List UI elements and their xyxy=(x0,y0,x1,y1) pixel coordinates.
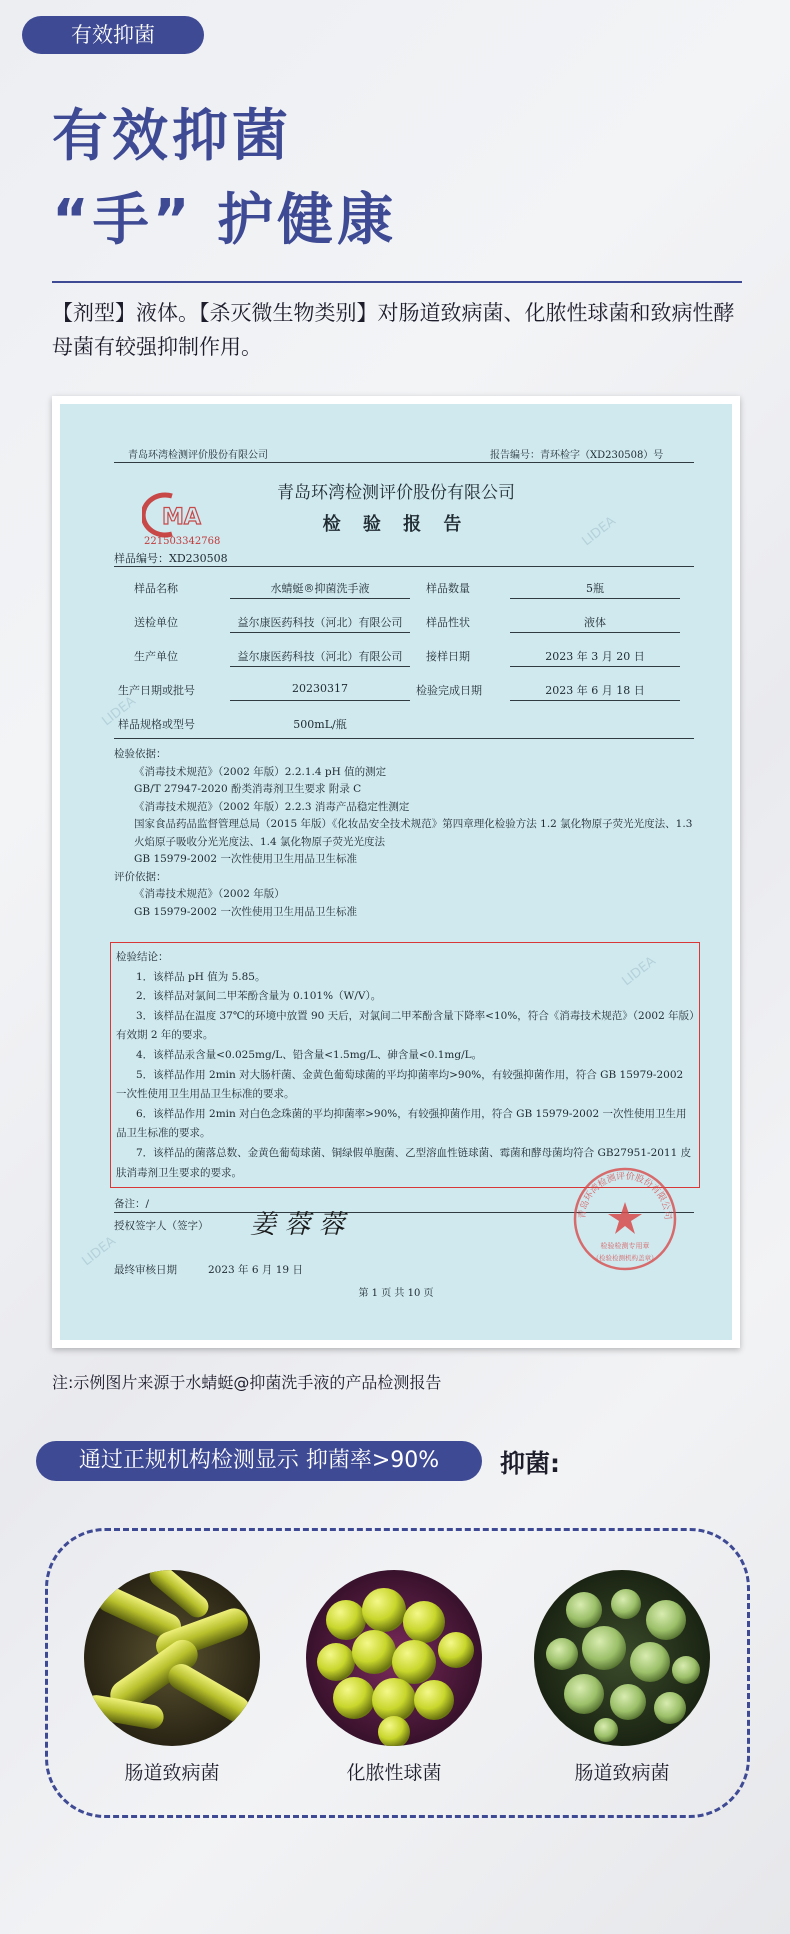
report-number: 报告编号：青环检字（XD230508）号 xyxy=(490,450,664,461)
field-underline xyxy=(510,700,680,701)
bacteria-image xyxy=(534,1570,710,1746)
cocci-bacteria-icon xyxy=(306,1570,482,1746)
page-number: 第 1 页 共 10 页 xyxy=(358,1288,434,1299)
basis-line: GB 15979-2002 一次性使用卫生用品卫生标准 xyxy=(134,905,357,918)
cma-number: 221503342768 xyxy=(144,536,221,547)
inspection-report-image xyxy=(52,396,740,1348)
field-underline xyxy=(510,632,680,633)
watermark: LIDEA xyxy=(579,513,619,550)
report-title: 检 验 报 告 xyxy=(322,514,470,535)
bacteria-label: 肠道致病菌 xyxy=(124,1762,220,1784)
conclusion-title: 检验结论： xyxy=(116,951,169,963)
result-pill: 通过正规机构检测显示 抑菌率>90% xyxy=(36,1441,482,1481)
watermark: LIDEA xyxy=(99,693,139,730)
svg-text:（检验检测机构盖章）: （检验检测机构盖章） xyxy=(592,1254,658,1262)
official-stamp-icon xyxy=(570,1164,680,1274)
cma-mark-icon xyxy=(142,490,224,540)
conclusion-item: 7．该样品的菌落总数、金黄色葡萄球菌、铜绿假单胞菌、乙型溶血性链球菌、霉菌和酵母菌均符合 GB27951-2011 皮肤消毒剂卫生要求的要求。 xyxy=(116,1146,692,1179)
conclusion-section xyxy=(116,948,696,1183)
field-label: 接样日期 xyxy=(426,650,470,663)
field-underline xyxy=(510,598,680,599)
basis-line: 国家食品药品监督管理总局（2015 年版）《化妆品安全技术规范》第四章理化检验方法 1.2 氯化物原子荧光光度法、1.3 火焰原子吸收分光光度法、1.4 氯化物原子荧光光度法 xyxy=(134,818,693,848)
basis-line: 评价依据： xyxy=(114,870,167,883)
svg-text:检验检测专用章: 检验检测专用章 xyxy=(600,1242,650,1250)
headline-line2: “手” 护健康 xyxy=(52,188,398,253)
divider xyxy=(52,281,742,283)
field-value: 水蜻蜓®抑菌洗手液 xyxy=(270,582,370,595)
bacteria-label: 肠道致病菌 xyxy=(574,1762,670,1784)
yeast-bacteria-icon xyxy=(534,1570,710,1746)
field-label: 送检单位 xyxy=(134,616,178,629)
field-label: 检验完成日期 xyxy=(416,684,482,697)
bacteria-image xyxy=(306,1570,482,1746)
section-tag: 有效抑菌 xyxy=(22,16,204,54)
conclusion-item: 3．该样品在温度 37℃的环境中放置 90 天后，对氯间二甲苯酚含量下降率<10%，符合《消毒技术规范》（2002 年版）有效期 2 年的要求。 xyxy=(116,1009,695,1042)
report-org: 青岛环湾检测评价股份有限公司 xyxy=(277,483,515,503)
field-label: 样品数量 xyxy=(426,582,470,595)
conclusion-item: 5．该样品作用 2min 对大肠杆菌、金黄色葡萄球菌的平均抑菌率均>90%，有较强抑菌作用，符合 GB 15979-2002 一次性使用卫生用品卫生标准的要求。 xyxy=(116,1068,684,1101)
field-label: 样品规格或型号 xyxy=(118,718,195,731)
field-value: 20230317 xyxy=(292,682,348,695)
field-value: 5瓶 xyxy=(586,582,604,595)
final-date: 2023 年 6 月 19 日 xyxy=(208,1264,303,1276)
field-value: 益尔康医药科技（河北）有限公司 xyxy=(237,650,403,663)
field-underline xyxy=(230,666,410,667)
table-rule xyxy=(114,566,694,567)
remark: 备注：/ xyxy=(114,1198,150,1210)
basis-line: 《消毒技术规范》（2002 年版） xyxy=(134,888,285,900)
field-label: 生产单位 xyxy=(134,650,178,663)
source-note: 注:示例图片来源于水蜻蜓@抑菌洗手液的产品检测报告 xyxy=(52,1373,442,1392)
conclusion-item: 2．该样品对氯间二甲苯酚含量为 0.101%（W/V）。 xyxy=(136,990,382,1003)
table-rule xyxy=(114,738,694,739)
rod-bacteria-icon xyxy=(84,1570,260,1746)
signer-label: 授权签字人（签字） xyxy=(114,1220,209,1232)
watermark: LIDEA xyxy=(619,953,659,990)
field-value: 500mL/瓶 xyxy=(293,718,347,731)
final-date-label: 最终审核日期 xyxy=(114,1264,177,1276)
basis-section xyxy=(114,746,694,921)
field-value: 液体 xyxy=(584,616,606,629)
headline-line1: 有效抑菌 xyxy=(52,104,292,169)
signature: 姜 蓉 蓉 xyxy=(250,1210,345,1240)
bacteria-label: 化脓性球菌 xyxy=(346,1762,442,1784)
field-label: 样品性状 xyxy=(426,616,470,629)
bacteria-image xyxy=(84,1570,260,1746)
conclusion-item: 1．该样品 pH 值为 5.85。 xyxy=(136,970,266,983)
basis-line: 《消毒技术规范》（2002 年版）2.2.1.4 pH 值的测定 xyxy=(134,765,387,778)
watermark: LIDEA xyxy=(79,1233,119,1270)
field-value: 2023 年 6 月 18 日 xyxy=(545,684,645,697)
conclusion-item: 6．该样品作用 2min 对白色念珠菌的平均抑菌率>90%，有较强抑菌作用，符合 GB 15979-2002 一次性使用卫生用品卫生标准的要求。 xyxy=(116,1107,687,1140)
field-value: 益尔康医药科技（河北）有限公司 xyxy=(237,616,403,629)
field-label: 样品名称 xyxy=(134,582,178,595)
svg-text:MA: MA xyxy=(162,505,201,530)
field-underline xyxy=(230,700,410,701)
basis-line: 检验依据： xyxy=(114,748,167,760)
result-label: 抑菌: xyxy=(500,1449,560,1478)
basis-line: GB/T 27947-2020 酚类消毒剂卫生要求 附录 C xyxy=(134,783,362,795)
field-underline xyxy=(510,666,680,667)
field-underline xyxy=(230,632,410,633)
conclusion-item: 4．该样品汞含量<0.025mg/L、铅含量<1.5mg/L、砷含量<0.1mg/L。 xyxy=(136,1048,483,1061)
basis-line: 《消毒技术规范》（2002 年版）2.2.3 消毒产品稳定性测定 xyxy=(134,800,410,813)
svg-text:青岛环湾检测评价股份有限公司: 青岛环湾检测评价股份有限公司 xyxy=(577,1171,673,1221)
field-underline xyxy=(230,598,410,599)
header-rule xyxy=(114,462,694,463)
report-page xyxy=(60,404,732,1340)
field-value: 2023 年 3 月 20 日 xyxy=(545,650,645,663)
sample-number: 样品编号：XD230508 xyxy=(114,552,228,565)
basis-line: GB 15979-2002 一次性使用卫生用品卫生标准 xyxy=(134,853,357,865)
intro-text: 【剂型】液体。【杀灭微生物类别】对肠道致病菌、化脓性球菌和致病性酵母菌有较强抑制作用。 xyxy=(52,301,735,359)
report-org-small: 青岛环湾检测评价股份有限公司 xyxy=(128,450,268,461)
field-label: 生产日期或批号 xyxy=(118,684,195,697)
